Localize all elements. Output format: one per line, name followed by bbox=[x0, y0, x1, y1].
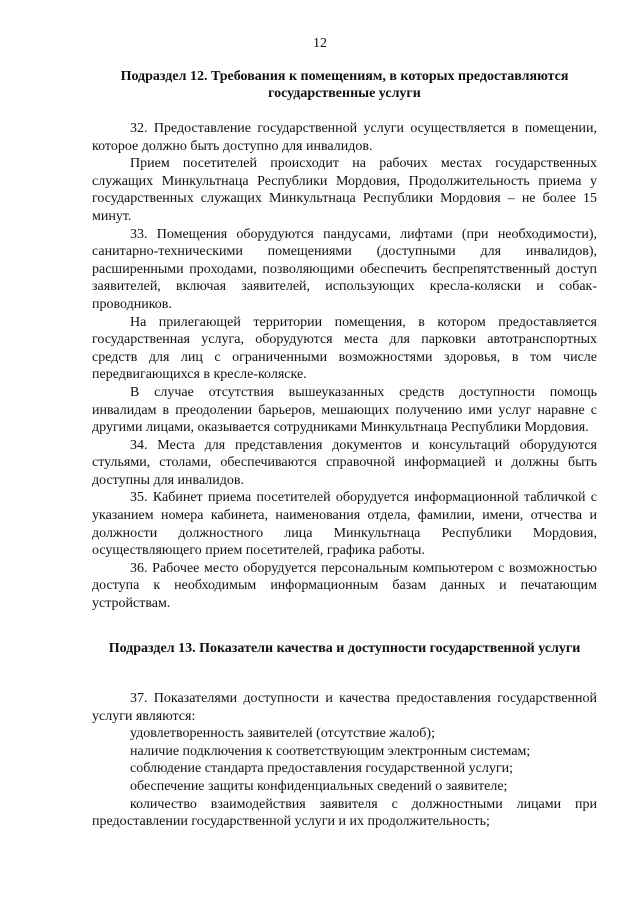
paragraph-32: 32. Предоставление государственной услуги осуществляется в помещении, которое должно быть доступно для инвалидов. bbox=[92, 121, 597, 154]
paragraph-reception: Прием посетителей происходит на рабочих местах государственных служащих Минкультнаца Республики Мордовия, Продолжительность приема у государственных служащих Минкультнаца Республики Мордовия – не более 15 минут. bbox=[92, 156, 597, 224]
paragraph-35: 35. Кабинет приема посетителей оборудуется информационной табличкой с указанием номера кабинета, наименования отдела, фамилии, имени, отчества и должности должностного лица Минкультнаца Республики Мордовия, осуществляющего прием посетителей, графика работы. bbox=[92, 490, 597, 559]
paragraph-34: 34. Места для представления документов и консультаций оборудуются стульями, столами, обеспечиваются справочной информацией и должны быть доступны для инвалидов. bbox=[92, 437, 597, 488]
page-number: 12 bbox=[313, 36, 327, 51]
section-13-heading: Подраздел 13. Показатели качества и доступности государственной услуги bbox=[108, 641, 581, 656]
indicator-item: количество взаимодействия заявителя с должностными лицами при предоставлении государственной услуги и их продолжительность; bbox=[92, 796, 597, 830]
indicator-item: соблюдение стандарта предоставления государственной услуги; bbox=[130, 761, 513, 777]
paragraph-33: 33. Помещения оборудуются пандусами, лифтами (при необходимости), санитарно-техническими помещениями (доступными для инвалидов), расширенными проходами, позволяющими обеспечить беспрепятственный доступ заявителей, включая заявителей, использующих кресла-коляски и собак-проводников. bbox=[92, 226, 597, 312]
paragraph-parking: На прилегающей территории помещения, в котором предоставляется государственная услуга, оборудуются места для парковки автотранспортных средств для лиц с ограниченными возможностями здоровья, в том числе передвигающихся в кресле-коляске. bbox=[92, 314, 597, 383]
section-12-heading: Подраздел 12. Требования к помещениям, в которых предоставляются государственные услуги bbox=[120, 69, 569, 101]
indicator-item: обеспечение защиты конфиденциальных сведений о заявителе; bbox=[130, 778, 508, 794]
paragraph-accessibility-help: В случае отсутствия вышеуказанных средств доступности помощь инвалидам в преодолении барьеров, мешающих получению ими услуг наравне с другими лицами, оказывается сотрудниками Минкультнаца Республики Мордовия. bbox=[92, 384, 597, 436]
indicator-item: удовлетворенность заявителей (отсутствие жалоб); bbox=[130, 726, 435, 742]
paragraph-37: 37. Показателями доступности и качества предоставления государственной услуги являются: bbox=[92, 691, 597, 724]
section-12-body bbox=[92, 120, 597, 613]
section-13-body bbox=[92, 690, 597, 831]
paragraph-36: 36. Рабочее место оборудуется персональным компьютером с возможностью доступа к необходимым информационным базам данных и печатающим устройствам. bbox=[92, 560, 597, 612]
indicator-item: наличие подключения к соответствующим электронным системам; bbox=[130, 743, 531, 759]
